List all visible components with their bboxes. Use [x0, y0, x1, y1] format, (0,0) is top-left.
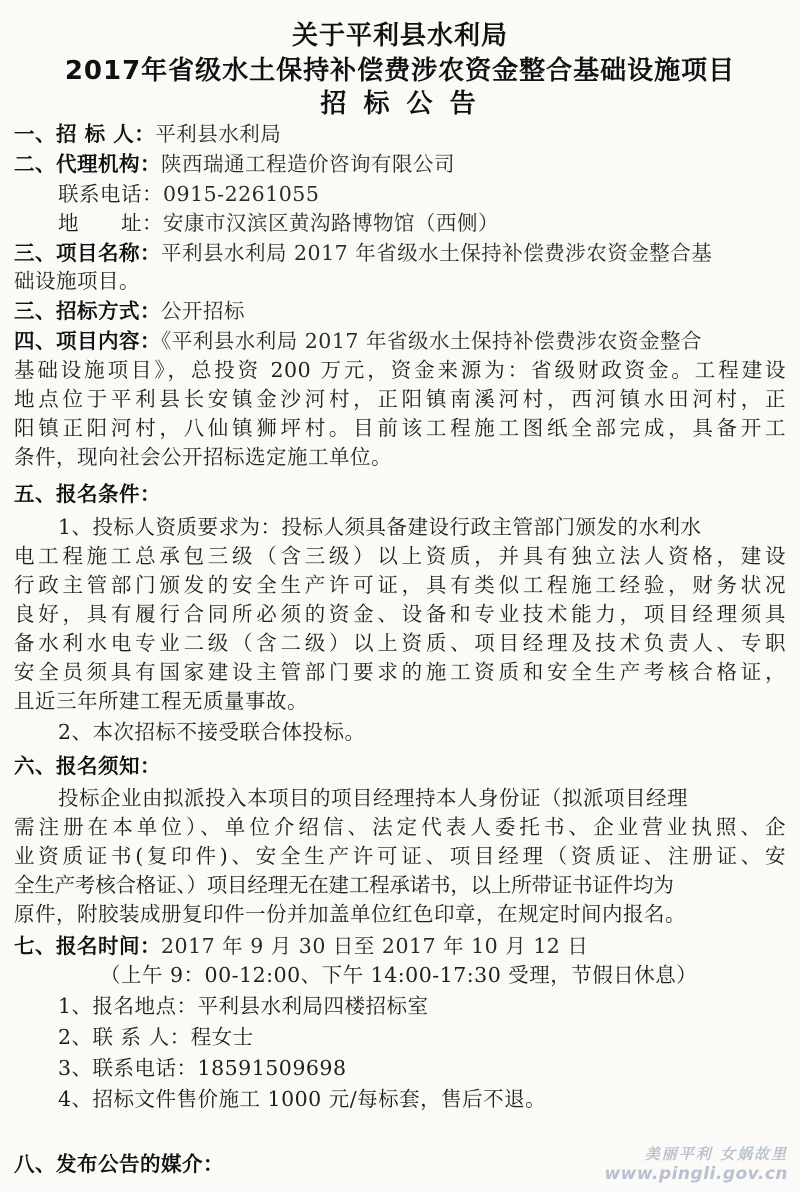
site-watermark — [604, 1143, 788, 1184]
requirements-no-consortium: 2、本次招标不接受联合体投标。 — [58, 720, 366, 744]
section-2-heading: 二、代理机构： — [14, 152, 161, 176]
agency-address-line — [14, 209, 800, 237]
requirements-line: 备水利水电专业二级（含二级）以上资质、项目经理及技术负责人、专职 — [14, 631, 786, 655]
section-3-heading: 三、项目名称： — [14, 241, 161, 265]
requirements-line: 行政主管部门颁发的安全生产许可证，具有类似工程施工经验，财务状况 — [14, 573, 786, 597]
requirements-line: 电工程施工总承包三级（含三级）以上资质，并具有独立法人资格，建设 — [14, 544, 786, 568]
requirements-line: 且近三年所建工程无质量事故。 — [14, 689, 308, 713]
agency-address: 安康市汉滨区黄沟路博物馆（西侧） — [163, 211, 499, 235]
section-3b — [14, 297, 786, 325]
section-7-heading: 七、报名时间： — [14, 934, 161, 958]
section-6-heading: 六、报名须知： — [14, 754, 161, 778]
requirements-line: 良好，具有履行合同所必须的资金、设备和专业技术能力，项目经理须具 — [14, 602, 786, 626]
registration-notes-line: 全生产考核合格证、）项目经理无在建工程承诺书，以上所带证书证件均为 — [14, 873, 674, 897]
project-content-line-3: 地点位于平利县长安镇金沙河村，正阳镇南溪河村，西河镇水田河村，正 — [14, 387, 786, 411]
section-3b-heading: 三、招标方式： — [14, 299, 161, 323]
agency-phone-label: 联系电话： — [58, 182, 163, 206]
section-8-heading: 八、发布公告的媒介： — [14, 1152, 224, 1176]
requirements-line: 1、投标人资质要求为：投标人须具备建设行政主管部门颁发的水利水 — [58, 515, 702, 539]
watermark-url: www.pingli.gov.cn — [604, 1164, 788, 1184]
title-line-2: 2017年省级水土保持补偿费涉农资金整合基础设施项目 — [64, 56, 736, 86]
project-content-line-5: 条件，现向社会公开招标选定施工单位。 — [14, 445, 392, 469]
project-content-line-4: 阳镇正阳河村，八仙镇狮坪村。目前该工程施工图纸全部完成，具备开工 — [14, 416, 786, 440]
registration-notes-line: 需注册在本单位）、单位介绍信、法定代表人委托书、企业营业执照、企 — [14, 815, 786, 839]
section-2 — [14, 150, 786, 178]
section-1-heading: 一、招 标 人： — [14, 122, 156, 146]
registration-notes-line: 原件，附胶装成册复印件一份并加盖单位红色印章，在规定时间内报名。 — [14, 902, 686, 926]
agency-value: 陕西瑞通工程造价咨询有限公司 — [161, 152, 455, 176]
project-content-line-1: 《平利县水利局 2017 年省级水土保持补偿费涉农资金整合 — [161, 329, 702, 353]
project-name-line-1: 平利县水利局 2017 年省级水土保持补偿费涉农资金整合基 — [161, 241, 713, 265]
section-7 — [14, 932, 786, 960]
section-3 — [14, 239, 786, 267]
agency-phone-line — [14, 180, 800, 208]
project-name-line-2: 础设施项目。 — [14, 269, 140, 293]
section-1 — [14, 120, 786, 148]
registration-item: 4、招标文件售价施工 1000 元/每标套，售后不退。 — [58, 1087, 547, 1111]
tenderer-value: 平利县水利局 — [155, 122, 282, 146]
registration-notes-line: 投标企业由拟派投入本项目的项目经理持本人身份证（拟派项目经理 — [58, 786, 688, 810]
section-4 — [14, 327, 786, 355]
title-line-1: 关于平利县水利局 — [291, 21, 508, 51]
project-content-line-2: 基础设施项目》，总投资 200 万元，资金来源为：省级财政资金。工程建设 — [14, 358, 786, 382]
registration-item: 1、报名地点：平利县水利局四楼招标室 — [58, 994, 429, 1018]
title-line-3: 招 标 公 告 — [320, 89, 480, 119]
registration-period: 2017 年 9 月 30 日至 2017 年 10 月 12 日 — [161, 934, 589, 958]
watermark-slogan: 美丽平利 女娲故里 — [644, 1145, 788, 1163]
registration-item: 3、联系电话：18591509698 — [58, 1056, 347, 1080]
agency-address-label: 地 址： — [58, 211, 163, 235]
registration-hours: （上午 9：00-12:00、下午 14:00-17:30 受理，节假日休息） — [100, 963, 698, 987]
section-5-heading: 五、报名条件： — [14, 482, 161, 506]
section-4-heading: 四、项目内容： — [14, 329, 161, 353]
registration-item: 2、联 系 人：程女士 — [58, 1025, 254, 1049]
tender-method: 公开招标 — [161, 299, 245, 323]
requirements-line: 安全员须具有国家建设主管部门要求的施工资质和安全生产考核合格证， — [14, 660, 786, 684]
agency-phone: 0915-2261055 — [163, 182, 320, 206]
registration-notes-line: 业资质证书(复印件)、安全生产许可证、项目经理（资质证、注册证、安 — [14, 844, 786, 868]
